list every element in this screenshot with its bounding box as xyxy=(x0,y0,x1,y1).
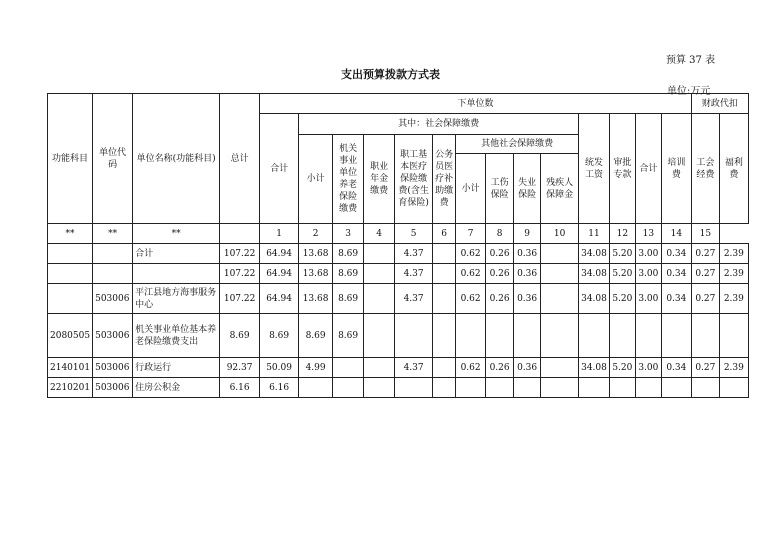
table-cell: 0.27 xyxy=(691,264,719,284)
table-cell: 3.00 xyxy=(635,264,661,284)
table-cell: 3.00 xyxy=(635,284,661,314)
table-cell: 0.34 xyxy=(661,264,691,284)
table-cell xyxy=(514,378,541,398)
table-cell: 0.26 xyxy=(486,264,514,284)
col-number xyxy=(220,224,260,244)
table-cell: 0.36 xyxy=(514,244,541,264)
table-cell xyxy=(691,378,719,398)
col-number: 12 xyxy=(609,224,635,244)
header-welfare: 福利费 xyxy=(719,114,748,224)
col-number: 15 xyxy=(691,224,719,244)
cell-func-code xyxy=(48,264,93,284)
table-cell xyxy=(514,314,541,358)
table-cell xyxy=(691,314,719,358)
table-cell xyxy=(299,378,333,398)
table-cell: 4.37 xyxy=(395,284,433,314)
table-cell xyxy=(456,314,486,358)
table-cell xyxy=(364,378,395,398)
table-cell: 107.22 xyxy=(220,284,260,314)
table-cell xyxy=(333,378,364,398)
table-body xyxy=(48,244,749,398)
table-cell: 3.00 xyxy=(635,244,661,264)
table-cell xyxy=(364,244,395,264)
table-cell xyxy=(395,314,433,358)
table-cell: 4.99 xyxy=(299,358,333,378)
table-cell xyxy=(579,378,610,398)
table-cell xyxy=(541,244,579,264)
col-number: 9 xyxy=(514,224,541,244)
header-unit-code: 单位代码 xyxy=(93,94,133,224)
col-number: 10 xyxy=(541,224,579,244)
cell-unit-name: 合计 xyxy=(133,244,220,264)
table-cell: 2.39 xyxy=(719,284,748,314)
table-cell: 8.69 xyxy=(299,314,333,358)
table-cell: 5.20 xyxy=(609,358,635,378)
table-cell: 2.39 xyxy=(719,244,748,264)
header-annuity: 职业年金缴费 xyxy=(364,135,395,224)
table-row xyxy=(48,314,749,358)
table-cell: 4.37 xyxy=(395,358,433,378)
cell-unit-name: 机关事业单位基本养老保险缴费支出 xyxy=(133,314,220,358)
table-cell: 5.20 xyxy=(609,244,635,264)
table-cell xyxy=(433,284,456,314)
header-fiscal-deduct: 财政代扣 xyxy=(691,94,748,114)
cell-func-code: 2140101 xyxy=(48,358,93,378)
table-cell: 4.37 xyxy=(395,264,433,284)
header-unit-name: 单位名称(功能科目) xyxy=(133,94,220,224)
table-cell: 34.08 xyxy=(579,264,610,284)
header-injury: 工伤保险 xyxy=(486,154,514,224)
table-cell: 5.20 xyxy=(609,264,635,284)
table-cell xyxy=(456,378,486,398)
col-number: 3 xyxy=(333,224,364,244)
table-cell: 8.69 xyxy=(333,264,364,284)
header-training: 培训费 xyxy=(661,114,691,224)
table-row xyxy=(48,358,749,378)
col-number: 11 xyxy=(579,224,610,244)
table-cell xyxy=(395,378,433,398)
table-cell: 0.62 xyxy=(456,244,486,264)
cell-unit-name xyxy=(133,264,220,284)
table-cell xyxy=(635,378,661,398)
table-cell xyxy=(609,314,635,358)
col-number: 7 xyxy=(456,224,486,244)
table-cell: 13.68 xyxy=(299,284,333,314)
table-cell: 0.34 xyxy=(661,244,691,264)
table-cell: 64.94 xyxy=(260,244,299,264)
table-cell: 34.08 xyxy=(579,358,610,378)
table-row xyxy=(48,264,749,284)
table-cell: 0.62 xyxy=(456,264,486,284)
table-cell xyxy=(541,284,579,314)
column-number-row xyxy=(48,224,749,244)
col-number: 2 xyxy=(299,224,333,244)
col-number: 1 xyxy=(260,224,299,244)
table-cell xyxy=(486,314,514,358)
cell-func-code xyxy=(48,244,93,264)
table-cell: 107.22 xyxy=(220,264,260,284)
header-fiscal-total: 合计 xyxy=(635,114,661,224)
table-cell: 0.36 xyxy=(514,284,541,314)
table-cell: 0.62 xyxy=(456,284,486,314)
table-cell: 6.16 xyxy=(220,378,260,398)
table-cell: 0.34 xyxy=(661,284,691,314)
header-other-subtotal: 小计 xyxy=(456,154,486,224)
table-cell: 2.39 xyxy=(719,358,748,378)
table-cell xyxy=(541,378,579,398)
page-label: 预算 37 表 xyxy=(666,55,716,66)
col-number: ** xyxy=(133,224,220,244)
table-cell: 4.37 xyxy=(395,244,433,264)
table-cell xyxy=(719,314,748,358)
table-cell: 5.20 xyxy=(609,284,635,314)
col-number: 6 xyxy=(433,224,456,244)
table-cell xyxy=(433,358,456,378)
table-cell: 0.27 xyxy=(691,244,719,264)
header-social-subtotal: 小计 xyxy=(299,135,333,224)
col-number: 13 xyxy=(635,224,661,244)
header-pension: 机关事业单位养老保险缴费 xyxy=(333,135,364,224)
table-cell: 0.34 xyxy=(661,358,691,378)
cell-unit-code xyxy=(93,244,133,264)
table-cell: 107.22 xyxy=(220,244,260,264)
table-row xyxy=(48,378,749,398)
header-of-which-social: 其中：社会保障缴费 xyxy=(299,114,579,135)
table-cell: 64.94 xyxy=(260,264,299,284)
table-cell xyxy=(541,314,579,358)
table-cell: 8.69 xyxy=(333,244,364,264)
table-cell: 0.27 xyxy=(691,358,719,378)
table-cell xyxy=(364,314,395,358)
table-cell: 8.69 xyxy=(333,314,364,358)
table-cell xyxy=(433,378,456,398)
page-title: 支出预算拨款方式表 xyxy=(341,68,440,81)
col-number: 8 xyxy=(486,224,514,244)
table-cell xyxy=(609,378,635,398)
cell-func-code xyxy=(48,284,93,314)
table-cell xyxy=(433,244,456,264)
table-cell xyxy=(719,378,748,398)
cell-func-code: 2080505 xyxy=(48,314,93,358)
table-cell xyxy=(433,314,456,358)
cell-unit-code: 503006 xyxy=(93,378,133,398)
table-cell xyxy=(579,314,610,358)
table-cell xyxy=(661,378,691,398)
cell-unit-code: 503006 xyxy=(93,358,133,378)
table-cell: 6.16 xyxy=(260,378,299,398)
table-cell: 13.68 xyxy=(299,244,333,264)
table-cell: 13.68 xyxy=(299,264,333,284)
table-cell: 2.39 xyxy=(719,264,748,284)
table-cell xyxy=(433,264,456,284)
table-cell: 64.94 xyxy=(260,284,299,314)
table-cell xyxy=(486,378,514,398)
header-disability: 残疾人保障金 xyxy=(541,154,579,224)
table-cell: 8.69 xyxy=(220,314,260,358)
header-total: 总计 xyxy=(220,94,260,224)
header-func-code: 功能科目 xyxy=(48,94,93,224)
cell-unit-name: 住房公积金 xyxy=(133,378,220,398)
table-cell: 0.26 xyxy=(486,358,514,378)
cell-unit-name: 行政运行 xyxy=(133,358,220,378)
table-cell xyxy=(364,284,395,314)
header-lower-units: 下单位数 xyxy=(260,94,692,114)
table-cell: 8.69 xyxy=(333,284,364,314)
table-cell: 92.37 xyxy=(220,358,260,378)
cell-unit-name: 平江县地方海事服务中心 xyxy=(133,284,220,314)
col-number: 14 xyxy=(661,224,691,244)
budget-table xyxy=(47,93,749,398)
col-number: ** xyxy=(48,224,93,244)
table-cell: 34.08 xyxy=(579,284,610,314)
cell-func-code: 2210201 xyxy=(48,378,93,398)
table-cell: 0.26 xyxy=(486,284,514,314)
table-cell xyxy=(364,358,395,378)
table-cell: 0.62 xyxy=(456,358,486,378)
header-unemployment: 失业保险 xyxy=(514,154,541,224)
table-cell xyxy=(541,264,579,284)
table-cell: 50.09 xyxy=(260,358,299,378)
table-row xyxy=(48,284,749,314)
table-cell xyxy=(635,314,661,358)
table-cell: 0.36 xyxy=(514,264,541,284)
table-cell: 34.08 xyxy=(579,244,610,264)
table-cell: 0.36 xyxy=(514,358,541,378)
header-civil-medical: 公务员医疗补助缴费 xyxy=(433,135,456,224)
cell-unit-code xyxy=(93,264,133,284)
table-cell xyxy=(364,264,395,284)
table-row xyxy=(48,244,749,264)
header-approved-special: 审批专款 xyxy=(609,114,635,224)
col-number: 5 xyxy=(395,224,433,244)
col-number: 4 xyxy=(364,224,395,244)
table-cell xyxy=(541,358,579,378)
col-number: ** xyxy=(93,224,133,244)
table-cell: 0.27 xyxy=(691,284,719,314)
table-cell xyxy=(333,358,364,378)
unit-label: 单位:万元 xyxy=(667,86,711,97)
header-combined-total: 合计 xyxy=(260,114,299,224)
table-cell: 8.69 xyxy=(260,314,299,358)
table-cell: 0.26 xyxy=(486,244,514,264)
cell-unit-code: 503006 xyxy=(93,314,133,358)
header-union: 工会经费 xyxy=(691,114,719,224)
cell-unit-code: 503006 xyxy=(93,284,133,314)
header-other-social: 其他社会保障缴费 xyxy=(456,135,579,154)
header-uniform-salary: 统发工资 xyxy=(579,114,610,224)
table-cell xyxy=(661,314,691,358)
table-cell: 3.00 xyxy=(635,358,661,378)
header-medical: 职工基本医疗保险缴费(含生育保险) xyxy=(395,135,433,224)
